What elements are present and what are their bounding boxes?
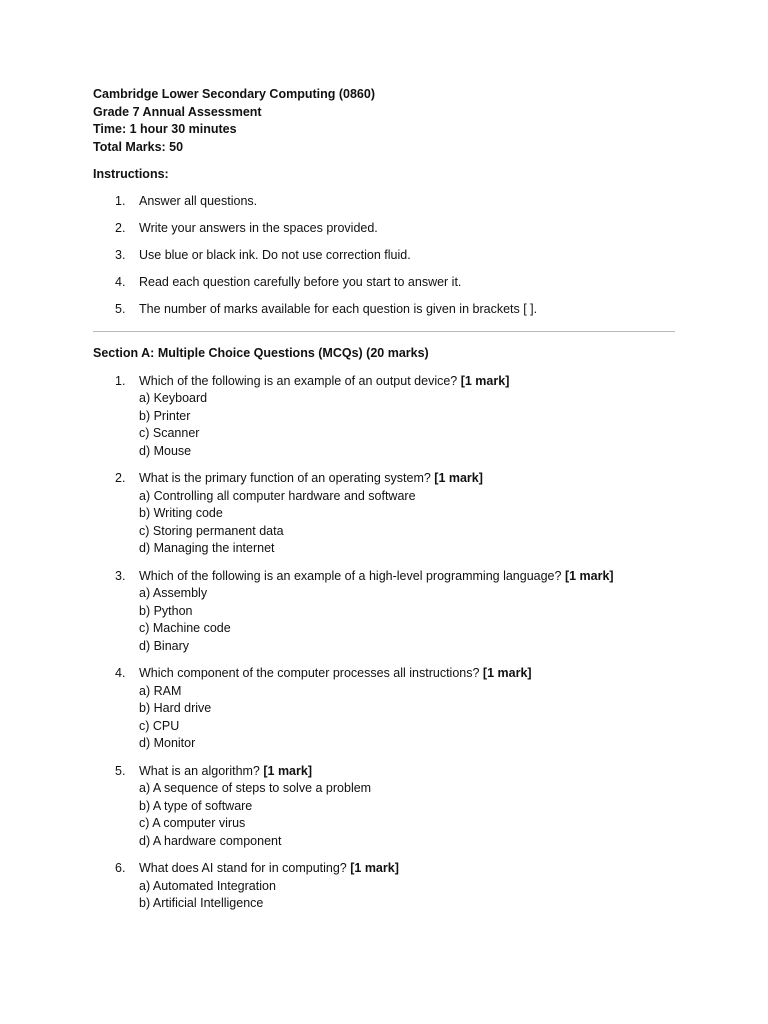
answer-option: c) Scanner	[139, 426, 200, 440]
answer-option: c) Machine code	[139, 621, 231, 635]
question-6	[93, 860, 683, 913]
instruction-text: Use blue or black ink. Do not use correction fluid.	[139, 247, 411, 262]
question-1	[93, 373, 683, 461]
instruction-item	[93, 301, 683, 319]
question-5	[93, 763, 683, 851]
question-mark: [1 mark]	[564, 568, 614, 583]
answer-option: a) RAM	[139, 683, 182, 698]
answer-option: b) A type of software	[139, 798, 253, 813]
answer-option: d) Binary	[139, 638, 190, 653]
question-text: What is an algorithm?	[139, 763, 264, 778]
question-text: What is the primary function of an operating system?	[139, 471, 435, 485]
instruction-number: 3.	[115, 247, 126, 262]
answer-option: d) A hardware component	[139, 833, 282, 848]
answer-option: a) A sequence of steps to solve a problem	[139, 781, 372, 795]
instruction-number: 2.	[115, 220, 126, 235]
question-mark: [1 mark]	[482, 666, 532, 680]
answer-option: a) Controlling all computer hardware and software	[139, 488, 416, 503]
answer-option: d) Managing the internet	[139, 541, 275, 555]
question-number: 5.	[115, 763, 126, 778]
time-allowed: Time: 1 hour 30 minutes	[93, 122, 237, 136]
answer-option: c) Storing permanent data	[139, 523, 284, 538]
answer-option: b) Printer	[139, 408, 191, 423]
instruction-text: Write your answers in the spaces provided.	[139, 220, 378, 235]
question-mark: [1 mark]	[350, 861, 399, 875]
instructions-title: Instructions:	[93, 167, 169, 181]
question-number: 6.	[115, 861, 126, 875]
section-divider	[93, 331, 675, 332]
instruction-item	[93, 220, 683, 238]
instructions-list	[93, 193, 683, 319]
answer-option: b) Artificial Intelligence	[139, 896, 264, 910]
instruction-item	[93, 274, 683, 292]
question-number: 1.	[115, 373, 126, 388]
question-list	[93, 373, 683, 913]
instruction-text: The number of marks available for each question is given in brackets [ ].	[139, 301, 538, 316]
answer-option: b) Python	[139, 603, 193, 618]
answer-option: a) Assembly	[139, 586, 208, 600]
answer-option: b) Hard drive	[139, 701, 212, 715]
instruction-number: 1.	[115, 193, 126, 208]
question-text: What does AI stand for in computing?	[139, 861, 351, 875]
exam-page	[93, 86, 683, 923]
question-3	[93, 568, 683, 656]
instruction-number: 4.	[115, 274, 126, 289]
answer-option: d) Monitor	[139, 736, 196, 750]
question-number: 2.	[115, 471, 126, 485]
instruction-text: Read each question carefully before you start to answer it.	[139, 274, 462, 289]
question-mark: [1 mark]	[460, 373, 510, 388]
question-number: 3.	[115, 568, 126, 583]
answer-option: d) Mouse	[139, 443, 192, 458]
section-a-title: Section A: Multiple Choice Questions (MCQs) (20 marks)	[93, 346, 429, 360]
assessment-title: Grade 7 Annual Assessment	[93, 104, 262, 119]
answer-option: a) Keyboard	[139, 391, 208, 405]
question-text: Which component of the computer processes all instructions?	[139, 666, 483, 680]
instruction-item	[93, 193, 683, 211]
instruction-text: Answer all questions.	[139, 193, 258, 208]
instruction-number: 5.	[115, 301, 126, 316]
question-2	[93, 470, 683, 558]
course-title: Cambridge Lower Secondary Computing (0860)	[93, 87, 375, 101]
question-mark: [1 mark]	[434, 471, 483, 485]
instruction-item	[93, 247, 683, 265]
question-4	[93, 665, 683, 753]
question-mark: [1 mark]	[263, 763, 312, 778]
answer-option: b) Writing code	[139, 506, 223, 520]
question-number: 4.	[115, 666, 126, 680]
answer-option: c) CPU	[139, 718, 180, 733]
total-marks: Total Marks: 50	[93, 139, 184, 154]
question-text: Which of the following is an example of a high-level programming language?	[139, 568, 565, 583]
answer-option: a) Automated Integration	[139, 878, 276, 893]
answer-option: c) A computer virus	[139, 816, 246, 830]
question-text: Which of the following is an example of an output device?	[139, 373, 461, 388]
